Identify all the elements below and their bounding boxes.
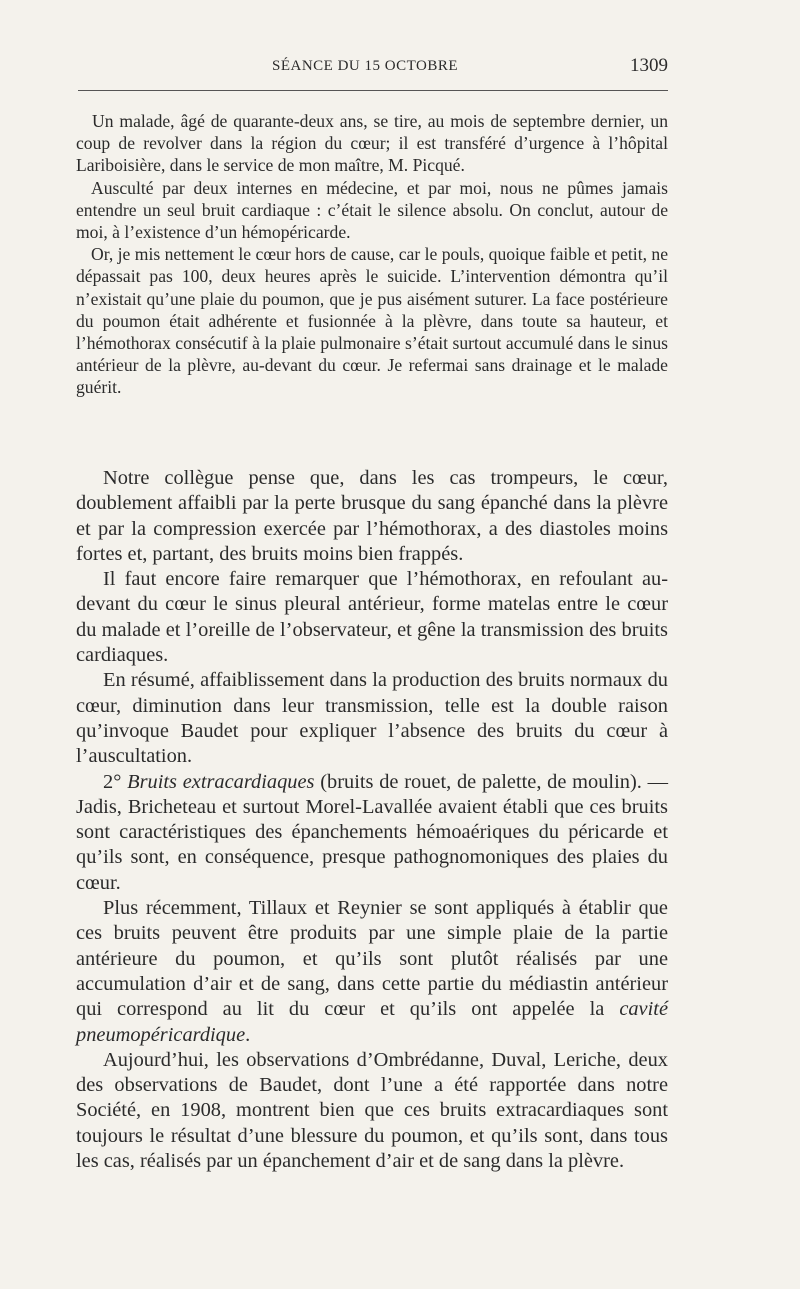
body-paragraph: Aujourd’hui, les observations d’Ombrédanne, Duval, Leriche, deux des observations de Baudet, dont l’une a été rapportée dans notre Société, en 1908, montrent bien que ces bruits extracardiaques sont toujours le résultat d’une blessure du poumon, et qu’ils sont, dans tous les cas, réalisés par un épanchement d’air et de sang dans la plèvre. <box>76 1048 668 1173</box>
body-paragraph: En résumé, affaiblissement dans la production des bruits normaux du cœur, diminution dans leur transmission, telle est la double raison qu’invoque Baudet pour expliquer l’absence des bruits du cœur à l’auscultation. <box>76 669 668 768</box>
paragraph-text: (bruits de rouet, de palette, de moulin). — Jadis, Bricheteau et surtout Morel-Lavallée avaient établi que ces bruits sont caractéristiques des épanchements hémoaériques du péricarde et qu’ils sont, en conséquence, presque pathognomoniques des plaies du cœur. <box>76 770 668 894</box>
body-paragraph-bruits-extracardiaques <box>76 770 668 896</box>
body-paragraph: Notre collègue pense que, dans les cas trompeurs, le cœur, doublement affaibli par la perte brusque du sang épanché dans la plèvre et par la compression exercée par l’hémothorax, a des diastoles moins fortes et, partant, des bruits moins bien frappés. <box>76 467 668 565</box>
main-text <box>76 466 668 1174</box>
section-number: 2° <box>103 770 122 793</box>
quote-paragraph: Ausculté par deux internes en médecine, et par moi, nous ne pûmes jamais entendre un seul bruit cardiaque : c’était le silence absolu. On conclut, autour de moi, à l’existence d’un hémopéricarde. <box>76 177 668 243</box>
quote-paragraph: Or, je mis nettement le cœur hors de cause, car le pouls, quoique faible et petit, ne dépassait pas 100, deux heures après le suicide. L’intervention démontra qu’il n’existait qu’une plaie du poumon, que je pus aisément suturer. La face postérieure du poumon était adhérente et fusionnée à la plèvre, dans toute sa hauteur, et l’hémothorax consécutif à la plaie pulmonaire s’était surtout accumulé dans le sinus antérieur de la plèvre, au-devant du cœur. Je refermai sans drainage et le malade guérit. <box>76 244 668 398</box>
page-header <box>76 56 668 82</box>
paragraph-text: Plus récemment, Tillaux et Reynier se sont appliqués à établir que ces bruits peuvent être produits par une simple plaie de la partie antérieure du poumon, et qu’ils sont plutôt réalisés par une accumulation d’air et de sang, dans cette partie du médiastin antérieur qui correspond au lit du cœur et qu’ils ont appelée la <box>76 897 668 1021</box>
section-heading-italic: Bruits extracardiaques <box>127 770 315 793</box>
quoted-observation <box>76 110 668 399</box>
body-paragraph: Il faut encore faire remarquer que l’hémothorax, en refoulant au-devant du cœur le sinus pleural antérieur, forme matelas entre le cœur du malade et l’oreille de l’observateur, et gêne la transmission des bruits cardiaques. <box>76 568 668 667</box>
italic-term: cavité pneumopéricardique <box>76 998 668 1046</box>
quote-paragraph: Un malade, âgé de quarante-deux ans, se tire, au mois de septembre dernier, un coup de revolver dans la région du cœur; il est transféré d’urgence à l’hôpital Lariboisière, dans le service de mon maître, M. Picqué. <box>76 111 668 176</box>
header-rule <box>78 90 668 91</box>
page-number: 1309 <box>630 55 668 76</box>
paragraph-end: . <box>245 1023 251 1046</box>
body-paragraph-tillaux-reynier <box>76 896 668 1048</box>
running-title: SÉANCE DU 15 OCTOBRE <box>272 58 458 74</box>
